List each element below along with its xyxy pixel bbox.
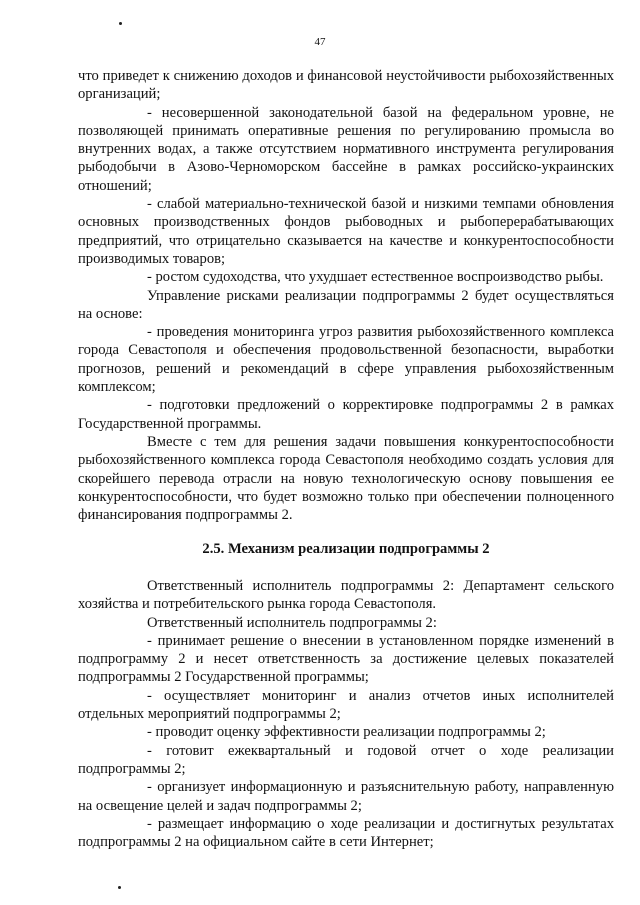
paragraph: - принимает решение о внесении в установленном порядке изменений в подпрограмму 2 и несет ответственность за достижение целевых показателей подпрограммы 2 Государственной программы; xyxy=(78,632,614,686)
body-text-after-heading xyxy=(78,577,614,851)
paragraph: - размещает информацию о ходе реализации и достигнутых результатах подпрограммы 2 на официальном сайте в сети Интернет; xyxy=(78,815,614,851)
paragraph: - осуществляет мониторинг и анализ отчетов иных исполнителей отдельных мероприятий подпрограммы 2; xyxy=(78,687,614,723)
scan-speck xyxy=(118,886,121,889)
section-heading: 2.5. Механизм реализации подпрограммы 2 xyxy=(202,541,490,557)
scan-speck xyxy=(119,22,122,25)
paragraph: - проведения мониторинга угроз развития рыбохозяйственного комплекса города Севастополя и обеспечения продовольственной безопасности, выработки прогнозов, решений и рекомендаций в сфере управления рыбохозяйственным комплексом; xyxy=(78,324,614,396)
paragraph: Ответственный исполнитель подпрограммы 2: xyxy=(147,614,437,631)
paragraph: - готовит ежеквартальный и годовой отчет о ходе реализации подпрограммы 2; xyxy=(78,742,614,777)
paragraph: - организует информационную и разъяснительную работу, направленную на освещение целей и задач подпрограммы 2; xyxy=(78,779,614,814)
paragraph: Ответственный исполнитель подпрограммы 2: Департамент сельского хозяйства и потребительского рынка города Севастополя. xyxy=(78,578,614,613)
paragraph: Управление рисками реализации подпрограммы 2 будет осуществляться на основе: xyxy=(78,287,614,322)
page-number: 47 xyxy=(314,36,326,48)
paragraph: - слабой материально-технической базой и низкими темпами обновления основных производственных фондов рыбоводных и рыбоперерабатывающих предприятий, что отрицательно сказывается на качестве и конкурентоспособности производимых товаров; xyxy=(78,196,614,267)
paragraph: - проводит оценку эффективности реализации подпрограммы 2; xyxy=(147,724,546,741)
paragraph: - ростом судоходства, что ухудшает естественное воспроизводство рыбы. xyxy=(147,269,604,286)
body-text-before-heading xyxy=(78,67,614,524)
paragraph: что приведет к снижению доходов и финансовой неустойчивости рыбохозяйственных организаций; xyxy=(78,68,614,103)
paragraph: Вместе с тем для решения задачи повышения конкурентоспособности рыбохозяйственного комплекса города Севастополя необходимо создать условия для скорейшего перевода отрасли на новую технологическую основу повышения ее конкурентоспособности, что будет возможно только при обеспечении полноценного финансирования подпрограммы 2. xyxy=(78,433,614,524)
paragraph: - подготовки предложений о корректировке подпрограммы 2 в рамках Государственной программы. xyxy=(78,397,614,432)
paragraph: - несовершенной законодательной базой на федеральном уровне, не позволяющей принимать оперативные решения по регулированию промысла во внутренних водах, а также отсутствием нормативного инструмента регулирования рыбодобычи в Азово-Черноморском бассейне в рамках российско-украинских отношений; xyxy=(78,104,614,194)
